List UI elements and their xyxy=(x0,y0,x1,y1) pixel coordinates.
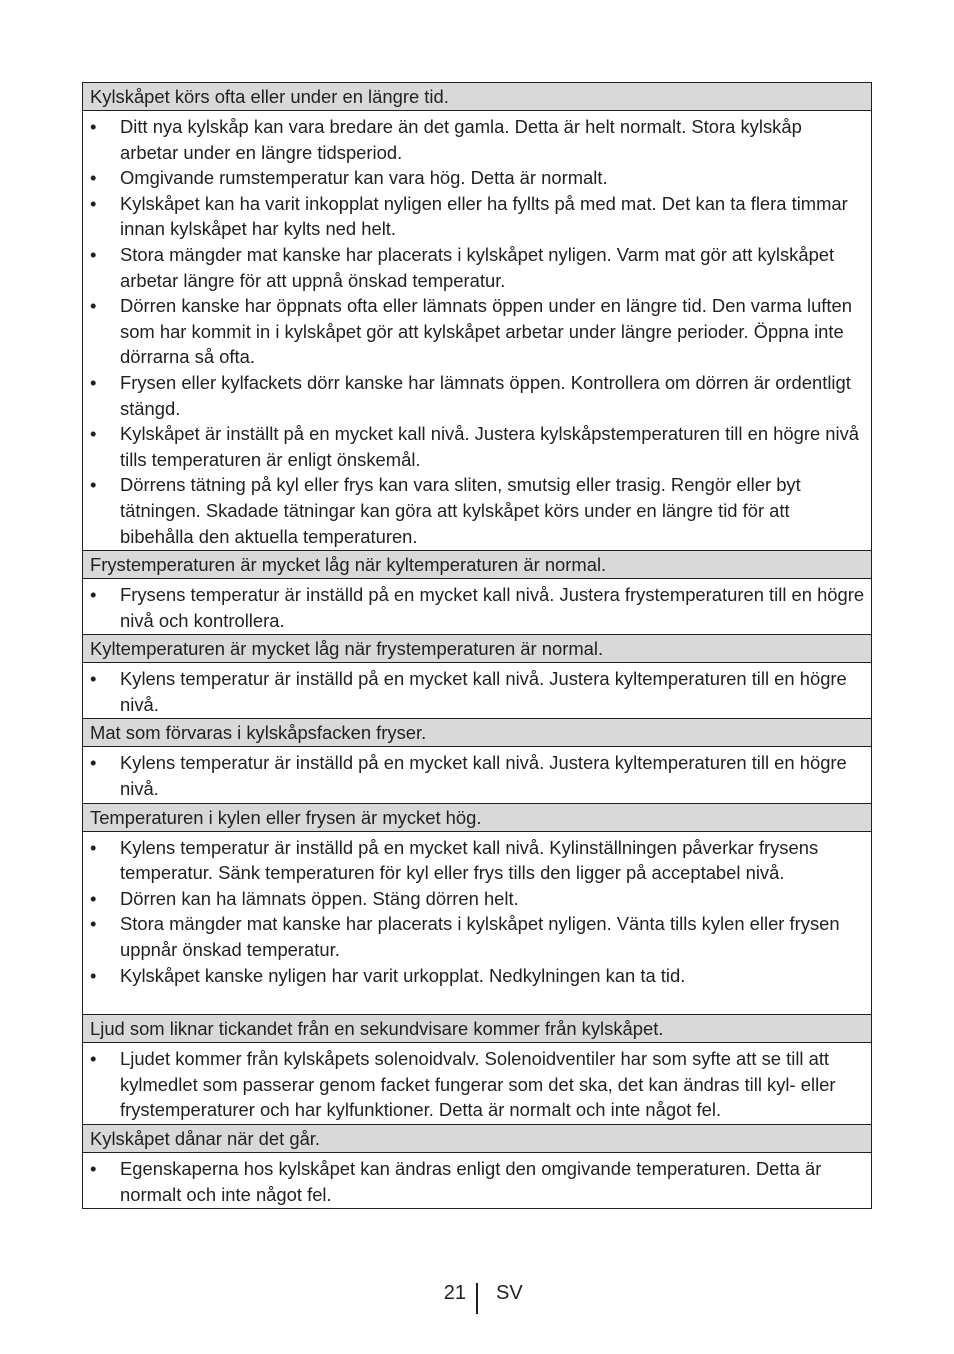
bullet-list xyxy=(83,1046,865,1123)
footer-divider xyxy=(476,1283,478,1314)
section-header-row xyxy=(83,803,872,831)
section-body xyxy=(83,579,872,635)
section-body-row xyxy=(83,111,872,551)
section-body-row xyxy=(83,747,872,803)
list-item: • Stora mängder mat kanske har placerats i kylskåpet nyligen. Varm mat gör att kylskåpet arbetar längre för att uppnå önskad temperatur. xyxy=(83,242,865,293)
bullet-list xyxy=(83,1156,865,1207)
section-header-row xyxy=(83,719,872,747)
bullet-list xyxy=(83,582,865,633)
section-body xyxy=(83,1153,872,1209)
section-body-row xyxy=(83,579,872,635)
section-header-row xyxy=(83,83,872,111)
section-header: Kylskåpet körs ofta eller under en längre tid. xyxy=(83,83,872,111)
section-header: Kylskåpet dånar när det går. xyxy=(83,1125,872,1153)
list-item: • Omgivande rumstemperatur kan vara hög. Detta är normalt. xyxy=(83,165,865,191)
list-item: • Frysen eller kylfackets dörr kanske har lämnats öppen. Kontrollera om dörren är ordentligt stängd. xyxy=(83,370,865,421)
section-body xyxy=(83,831,872,1015)
bullet-list xyxy=(83,835,865,989)
list-item: • Kylens temperatur är inställd på en mycket kall nivå. Justera kyltemperaturen till en högre nivå. xyxy=(83,750,865,801)
list-item: • Dörren kan ha lämnats öppen. Stäng dörren helt. xyxy=(83,886,865,912)
list-item: • Stora mängder mat kanske har placerats i kylskåpet nyligen. Vänta tills kylen eller frysen uppnår önskad temperatur. xyxy=(83,911,865,962)
list-item: • Dörren kanske har öppnats ofta eller lämnats öppen under en längre tid. Den varma luften som har kommit in i kylskåpet gör att kylskåpet arbetar under längre perioder. Öppna inte dörrarna så ofta. xyxy=(83,293,865,370)
section-body-row xyxy=(83,663,872,719)
section-body xyxy=(83,747,872,803)
troubleshooting-table xyxy=(82,82,872,1209)
list-item: • Frysens temperatur är inställd på en mycket kall nivå. Justera frystemperaturen till en högre nivå och kontrollera. xyxy=(83,582,865,633)
section-header-row xyxy=(83,1125,872,1153)
list-item: • Dörrens tätning på kyl eller frys kan vara sliten, smutsig eller trasig. Rengör eller byt tätningen. Skadade tätningar kan göra att kylskåpet körs under en längre tid för att bibehålla den aktuella temperaturen. xyxy=(83,472,865,549)
section-header: Ljud som liknar tickandet från en sekundvisare kommer från kylskåpet. xyxy=(83,1015,872,1043)
section-header: Mat som förvaras i kylskåpsfacken fryser. xyxy=(83,719,872,747)
section-header: Frystemperaturen är mycket låg när kyltemperaturen är normal. xyxy=(83,551,872,579)
list-item: • Ljudet kommer från kylskåpets solenoidvalv. Solenoidventiler har som syfte att se till att kylmedlet som passerar genom facket fungerar som det ska, det kan ändras till kyl- eller frystemperaturer och har kylfunktioner. Detta är normalt och inte något fel. xyxy=(83,1046,865,1123)
section-header: Temperaturen i kylen eller frysen är mycket hög. xyxy=(83,803,872,831)
bullet-list xyxy=(83,114,865,549)
page-footer xyxy=(0,1280,954,1314)
section-body-row xyxy=(83,1153,872,1209)
list-item: • Kylskåpet kanske nyligen har varit urkopplat. Nedkylningen kan ta tid. xyxy=(83,963,865,989)
list-item: • Ditt nya kylskåp kan vara bredare än det gamla. Detta är helt normalt. Stora kylskåp arbetar under en längre tidsperiod. xyxy=(83,114,865,165)
section-body-row xyxy=(83,831,872,1015)
list-item: • Egenskaperna hos kylskåpet kan ändras enligt den omgivande temperaturen. Detta är normalt och inte något fel. xyxy=(83,1156,865,1207)
section-body-row xyxy=(83,1043,872,1125)
section-header-row xyxy=(83,551,872,579)
section-body xyxy=(83,111,872,551)
section-header: Kyltemperaturen är mycket låg när frystemperaturen är normal. xyxy=(83,635,872,663)
list-item: • Kylskåpet kan ha varit inkopplat nyligen eller ha fyllts på med mat. Det kan ta flera timmar innan kylskåpet har kylts ned helt. xyxy=(83,191,865,242)
list-item: • Kylens temperatur är inställd på en mycket kall nivå. Kylinställningen påverkar frysens temperatur. Sänk temperaturen för kyl eller frys tills den ligger på acceptabel nivå. xyxy=(83,835,865,886)
section-body xyxy=(83,663,872,719)
section-body xyxy=(83,1043,872,1125)
section-header-row xyxy=(83,1015,872,1043)
page-number: 21 xyxy=(443,1282,466,1304)
section-header-row xyxy=(83,635,872,663)
list-item: • Kylens temperatur är inställd på en mycket kall nivå. Justera kyltemperaturen till en högre nivå. xyxy=(83,666,865,717)
bullet-list xyxy=(83,750,865,801)
bullet-list xyxy=(83,666,865,717)
language-code: SV xyxy=(496,1282,523,1304)
list-item: • Kylskåpet är inställt på en mycket kall nivå. Justera kylskåpstemperaturen till en högre nivå tills temperaturen är enligt önskemål. xyxy=(83,421,865,472)
